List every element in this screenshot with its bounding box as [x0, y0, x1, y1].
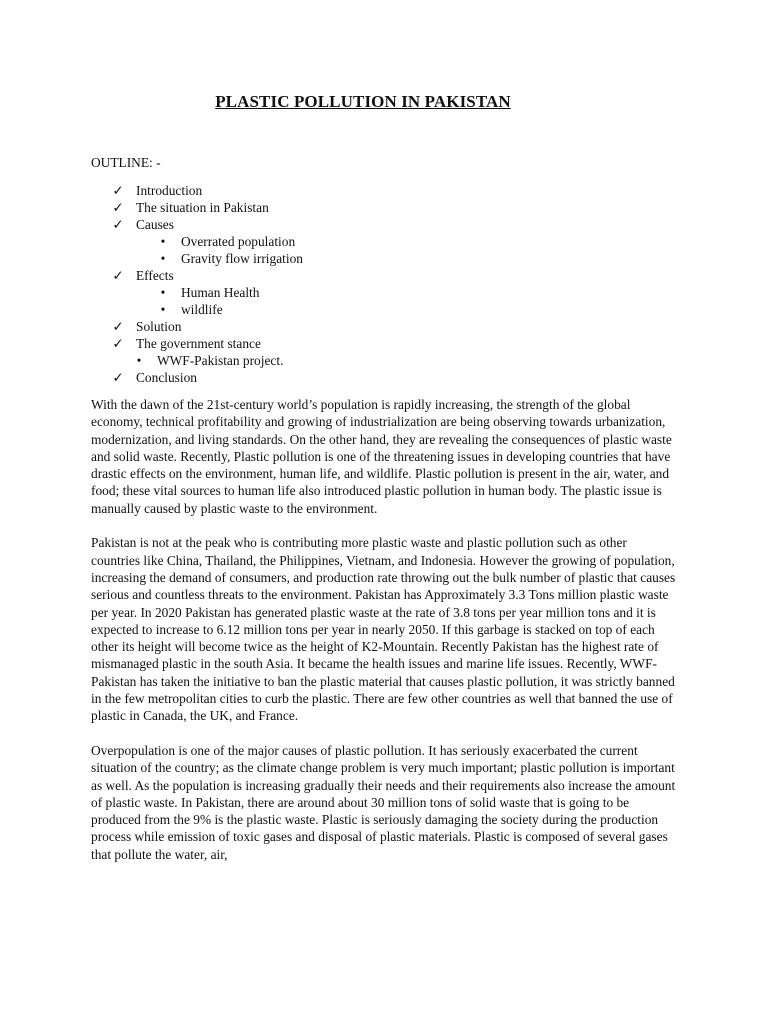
outline-item-causes: [111, 217, 174, 233]
outline-subitem-wildlife: [156, 302, 223, 318]
outline-item-situation: [111, 200, 269, 216]
outline-item-label: Introduction: [136, 183, 203, 198]
outline-subitem-label: WWF-Pakistan project.: [157, 353, 284, 368]
outline-subitem-label: Overrated population: [181, 234, 296, 249]
outline-item-label: Effects: [136, 268, 174, 283]
outline-subitem-label: Gravity flow irrigation: [181, 251, 303, 266]
bullet-icon: •: [160, 302, 166, 317]
check-icon: ✓: [112, 183, 124, 198]
outline-item-solution: [111, 319, 181, 335]
outline-item-conclusion: [111, 370, 197, 386]
check-icon: ✓: [112, 319, 124, 334]
paragraph-overpopulation: Overpopulation is one of the major causes of plastic pollution. It has seriously exacerbated the current situation of the country; as the climate change problem is very much important; plastic pollution is important as well. As the population is increasing gradually their needs and their requirements also increase the amount of plastic waste. In Pakistan, there are around about 30 million tons of solid waste that is going to be produced from the 9% is the plastic waste. Plastic is seriously damaging the society during the production process while emission of toxic gases and disposal of plastic materials. Plastic is composed of several gases that pollute the water, air,: [91, 742, 676, 862]
check-icon: ✓: [112, 268, 124, 283]
paragraph-introduction: With the dawn of the 21st-century world’s population is rapidly increasing, the strength of the global economy, technical profitability and growing of industrialization are being observing towards urbanization, modernization, and living standards. On the other hand, they are revealing the consequences of plastic waste and solid waste. Recently, Plastic pollution is one of the threatening issues in developing countries that have drastic effects on the environment, human life, and wildlife. Plastic pollution is present in the air, water, and food; these vital sources to human life also introduced plastic pollution in human body. The plastic issue is manually caused by plastic waste to the environment.: [91, 397, 672, 516]
outline-label: OUTLINE: -: [91, 155, 161, 170]
outline-subitem-overrated-population: [156, 234, 295, 250]
outline-subitem-label: wildlife: [181, 302, 223, 317]
outline-subitem-label: Human Health: [181, 285, 260, 300]
outline-item-label: Conclusion: [136, 370, 198, 385]
document-title: PLASTIC POLLUTION IN PAKISTAN: [215, 92, 511, 111]
outline-item-label: Causes: [136, 217, 174, 232]
bullet-icon: •: [160, 285, 166, 300]
outline-item-label: The government stance: [136, 336, 261, 351]
check-icon: ✓: [112, 370, 124, 385]
outline-subitem-human-health: [156, 285, 259, 301]
bullet-icon: •: [160, 251, 166, 266]
outline-subitem-wwf-project: [132, 353, 283, 369]
outline-subitem-gravity-flow: [156, 251, 303, 267]
document-body: [91, 396, 677, 880]
outline-item-effects: [111, 268, 174, 284]
bullet-icon: •: [136, 353, 142, 368]
outline-item-government: [111, 336, 261, 352]
check-icon: ✓: [112, 217, 124, 232]
outline-item-label: The situation in Pakistan: [136, 200, 269, 215]
outline-item-introduction: [111, 183, 202, 199]
outline-item-label: Solution: [136, 319, 182, 334]
check-icon: ✓: [112, 336, 124, 351]
paragraph-situation: Pakistan is not at the peak who is contributing more plastic waste and plastic pollution such as other countries like China, Thailand, the Philippines, Vietnam, and Indonesia. However the growing of population, increasing the demand of consumers, and production rate throwing out the bulk number of plastic that causes serious and countless threats to the environment. Pakistan has Approximately 3.3 Tons million plastic waste per year. In 2020 Pakistan has generated plastic waste at the rate of 3.8 tons per year million tons and it is expected to increase to 6.12 million tons per year in nearly 2050. If this garbage is stacked on top of each other its height will become twice as the height of K2-Mountain. Recently Pakistan has the highest rate of mismanaged plastic in the south Asia. It became the health issues and marine life issues. Recently, WWF-Pakistan has taken the initiative to ban the plastic material that causes plastic pollution, it was strictly banned in the few metropolitan cities to curb the plastic. There are few other countries as well that banned the use of plastic in Canada, the UK, and France.: [91, 535, 676, 724]
bullet-icon: •: [160, 234, 166, 249]
check-icon: ✓: [112, 200, 124, 215]
